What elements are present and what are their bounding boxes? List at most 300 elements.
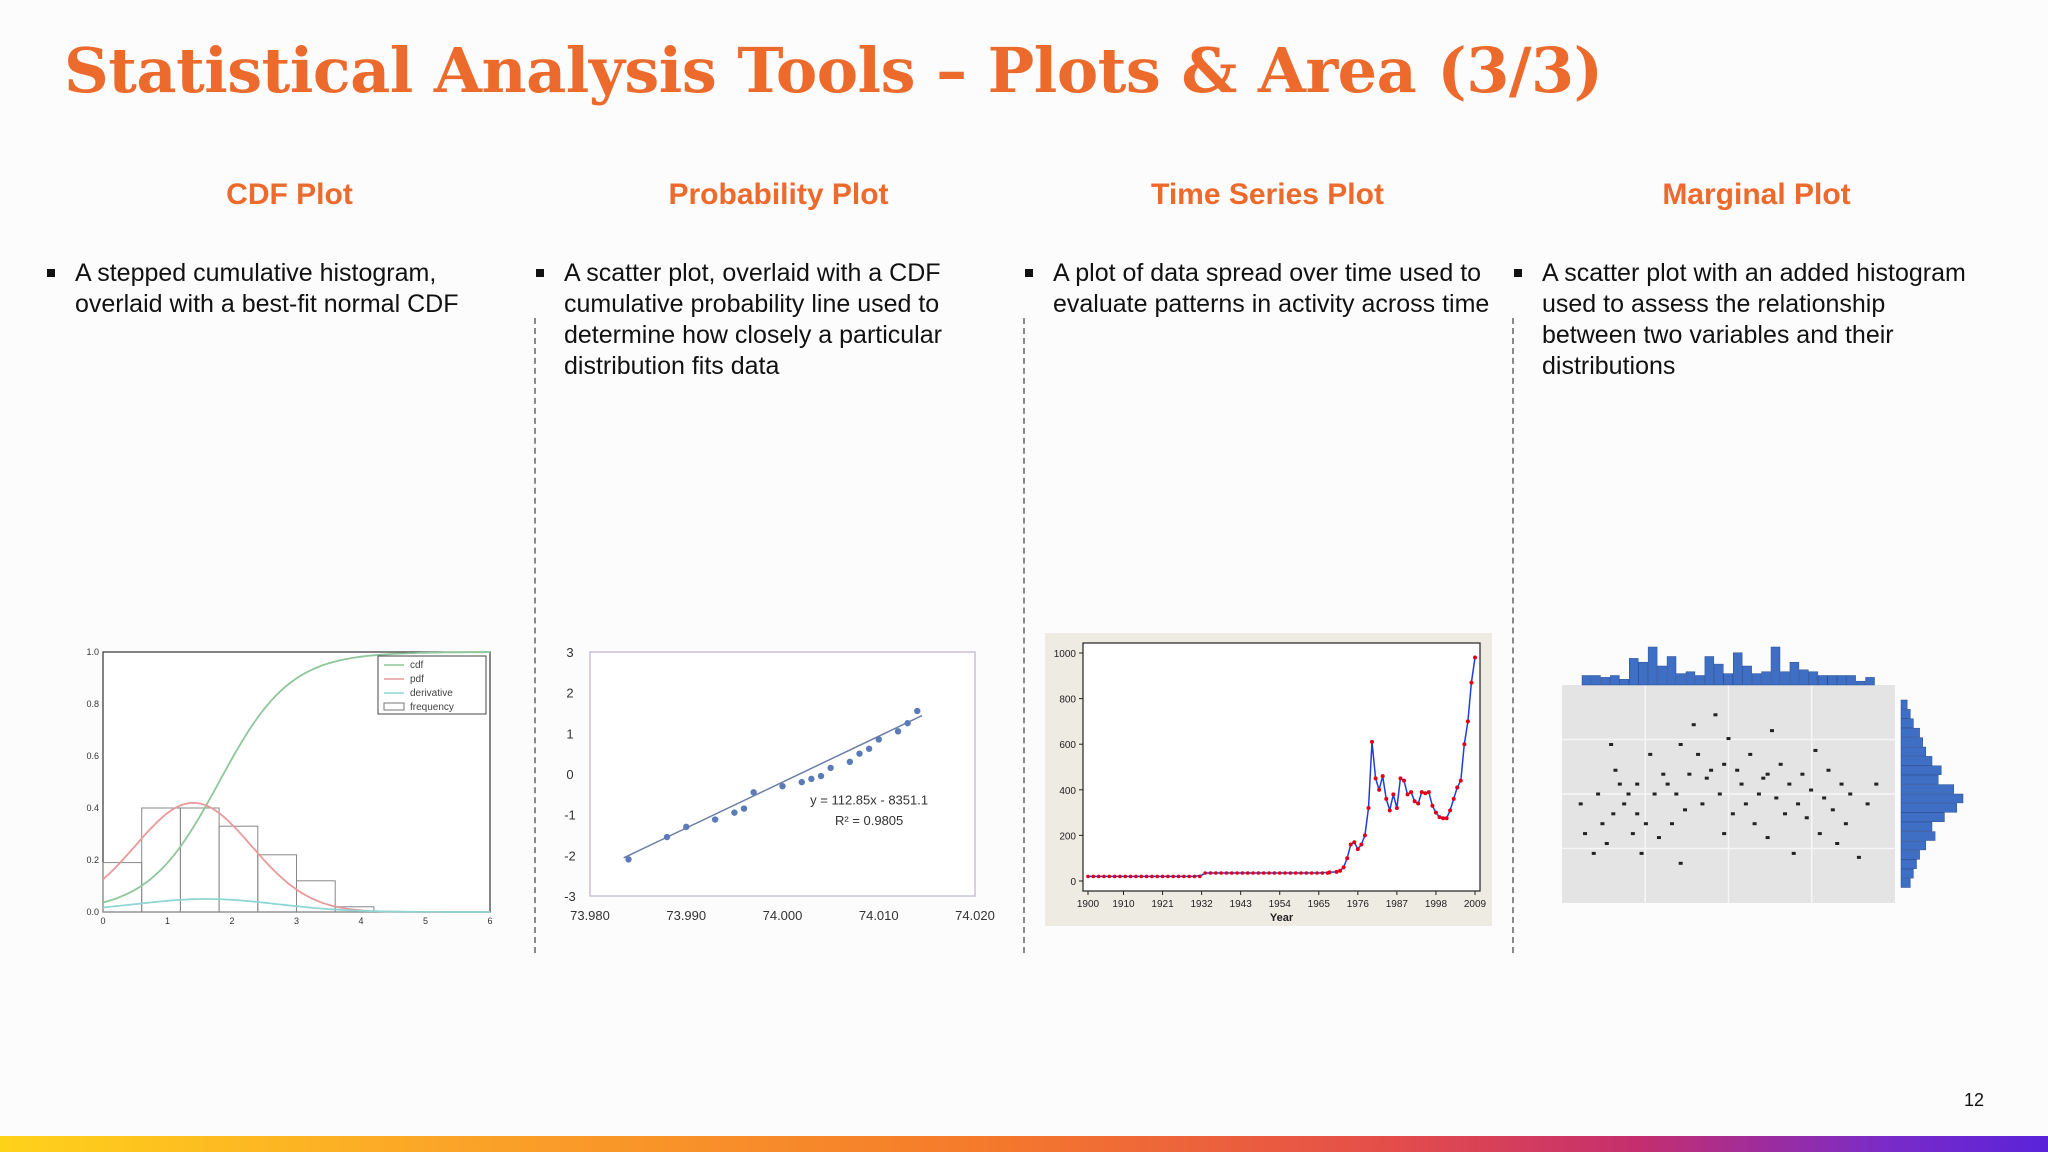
data-point bbox=[1670, 822, 1674, 825]
data-point bbox=[1722, 763, 1726, 766]
data-point bbox=[1770, 729, 1774, 732]
x-tick-label: 74.010 bbox=[858, 908, 899, 923]
y-tick-label: 0.8 bbox=[86, 699, 99, 709]
data-point bbox=[1648, 753, 1652, 756]
bullet-marker bbox=[536, 269, 544, 277]
data-point bbox=[847, 759, 853, 765]
x-tick-label: 1900 bbox=[1076, 899, 1100, 910]
x-tick-label: 1976 bbox=[1346, 899, 1369, 910]
y-tick-label: 0.4 bbox=[86, 803, 99, 813]
data-point bbox=[1740, 783, 1744, 786]
data-point bbox=[1757, 793, 1761, 796]
data-marker bbox=[1262, 871, 1266, 875]
data-point bbox=[1635, 783, 1639, 786]
data-marker bbox=[1430, 804, 1434, 808]
data-marker bbox=[1134, 875, 1138, 879]
data-point bbox=[1874, 783, 1878, 786]
right-histogram-bar bbox=[1901, 738, 1923, 747]
data-marker bbox=[1381, 774, 1385, 778]
data-point bbox=[1709, 769, 1713, 772]
data-marker bbox=[1413, 799, 1417, 803]
data-point bbox=[1618, 783, 1622, 786]
probability-chart-svg bbox=[550, 630, 1005, 930]
data-point bbox=[1822, 796, 1826, 799]
x-tick-label: 4 bbox=[358, 916, 364, 925]
top-histogram-bar bbox=[1799, 670, 1808, 685]
right-histogram-bar bbox=[1901, 756, 1932, 765]
data-marker bbox=[1299, 871, 1303, 875]
x-tick-label: 73.990 bbox=[666, 908, 707, 923]
top-histogram-bar bbox=[1752, 674, 1761, 685]
description-text: A stepped cumulative histogram, overlaid with a best-fit normal CDF bbox=[75, 259, 459, 318]
data-point bbox=[1783, 812, 1787, 815]
data-point bbox=[895, 728, 901, 734]
top-histogram-bar bbox=[1601, 677, 1610, 685]
data-marker bbox=[1423, 791, 1427, 795]
data-marker bbox=[1310, 871, 1314, 875]
data-point bbox=[1705, 777, 1709, 780]
data-point bbox=[1661, 773, 1665, 776]
footer-gradient-bar bbox=[0, 1136, 2048, 1152]
right-histogram-bar bbox=[1901, 822, 1932, 831]
right-histogram-bar bbox=[1901, 709, 1910, 718]
right-histogram-bar bbox=[1901, 775, 1938, 784]
data-marker bbox=[1230, 871, 1234, 875]
x-tick-label: 1943 bbox=[1229, 899, 1252, 910]
data-marker bbox=[1294, 871, 1298, 875]
data-point bbox=[1753, 822, 1757, 825]
data-marker bbox=[1273, 871, 1277, 875]
r-squared-label: R² = 0.9805 bbox=[834, 812, 904, 828]
data-point bbox=[856, 750, 862, 756]
x-tick-label: 5 bbox=[422, 916, 429, 925]
data-point bbox=[1779, 763, 1783, 766]
data-point bbox=[1674, 793, 1678, 796]
y-tick-label: 0.2 bbox=[86, 855, 99, 865]
data-marker bbox=[1338, 869, 1342, 873]
data-marker bbox=[1427, 790, 1431, 794]
data-point bbox=[1866, 802, 1870, 805]
data-point bbox=[1840, 783, 1844, 786]
data-point bbox=[1766, 773, 1770, 776]
data-point bbox=[1761, 777, 1765, 780]
data-marker bbox=[1251, 871, 1255, 875]
legend-label: derivative bbox=[410, 688, 453, 699]
data-point bbox=[712, 816, 718, 822]
right-histogram-bar bbox=[1901, 728, 1920, 737]
top-histogram-bar bbox=[1818, 676, 1827, 686]
data-marker bbox=[1327, 870, 1331, 874]
data-marker bbox=[1118, 875, 1122, 879]
right-histogram-bar bbox=[1901, 785, 1954, 794]
right-histogram-bar bbox=[1901, 803, 1957, 812]
data-marker bbox=[1441, 816, 1445, 820]
data-point bbox=[1831, 808, 1835, 811]
data-marker bbox=[1363, 833, 1367, 837]
data-marker bbox=[1257, 871, 1261, 875]
right-histogram-bar bbox=[1901, 813, 1944, 822]
column-divider bbox=[534, 318, 536, 953]
x-tick-label: 1954 bbox=[1268, 899, 1291, 910]
data-point bbox=[1579, 802, 1583, 805]
data-point bbox=[904, 720, 910, 726]
data-point bbox=[1766, 836, 1770, 839]
data-point bbox=[1583, 832, 1587, 835]
x-tick-label: 1921 bbox=[1151, 899, 1174, 910]
data-marker bbox=[1462, 742, 1466, 746]
y-tick-label: 800 bbox=[1059, 694, 1076, 706]
time-series-chart bbox=[1045, 633, 1492, 926]
top-histogram-bar bbox=[1591, 676, 1600, 686]
data-point bbox=[827, 765, 833, 771]
data-point bbox=[1748, 753, 1752, 756]
data-marker bbox=[1398, 776, 1402, 780]
probability-chart bbox=[550, 630, 1005, 930]
data-marker bbox=[1235, 871, 1239, 875]
y-tick-label: 1.0 bbox=[86, 647, 99, 657]
description-text: A scatter plot with an added histogram used to assess the relationship between two variables and their distributions bbox=[1542, 259, 1966, 380]
right-histogram-bar bbox=[1901, 860, 1917, 869]
data-point bbox=[1696, 753, 1700, 756]
data-marker bbox=[1335, 870, 1339, 874]
data-marker bbox=[1409, 790, 1413, 794]
y-tick-label: 0 bbox=[566, 767, 574, 782]
top-histogram-bar bbox=[1790, 662, 1799, 685]
x-tick-label: 0 bbox=[100, 916, 106, 925]
data-point bbox=[1844, 822, 1848, 825]
data-marker bbox=[1352, 840, 1356, 844]
data-marker bbox=[1267, 871, 1271, 875]
data-point bbox=[1666, 783, 1670, 786]
column-description bbox=[564, 258, 1004, 382]
column-heading: CDF Plot bbox=[226, 178, 353, 211]
data-point bbox=[876, 736, 882, 742]
cdf-chart-svg bbox=[75, 640, 495, 925]
data-marker bbox=[1466, 719, 1470, 723]
bullet-marker bbox=[47, 269, 55, 277]
data-point bbox=[1835, 842, 1839, 845]
top-histogram-bar bbox=[1762, 672, 1771, 685]
y-tick-label: -2 bbox=[564, 848, 576, 864]
data-point bbox=[799, 779, 805, 785]
data-point bbox=[1609, 743, 1613, 746]
y-tick-label: -3 bbox=[564, 889, 576, 904]
top-histogram-bar bbox=[1639, 662, 1648, 685]
data-point bbox=[1700, 802, 1704, 805]
data-point bbox=[914, 708, 920, 714]
data-point bbox=[1613, 769, 1617, 772]
cdf-chart bbox=[75, 640, 495, 925]
data-marker bbox=[1366, 806, 1370, 810]
plot-frame bbox=[590, 652, 975, 896]
data-marker bbox=[1305, 871, 1309, 875]
data-marker bbox=[1193, 875, 1197, 879]
data-marker bbox=[1395, 806, 1399, 810]
y-tick-label: 1000 bbox=[1053, 649, 1076, 660]
data-marker bbox=[1129, 875, 1133, 879]
data-point bbox=[664, 834, 670, 840]
x-tick-label: 1910 bbox=[1112, 899, 1135, 910]
column-heading: Probability Plot bbox=[668, 178, 889, 211]
data-point bbox=[1731, 812, 1735, 815]
data-marker bbox=[1370, 740, 1374, 744]
y-tick-label: 1 bbox=[566, 726, 574, 742]
column-description bbox=[1542, 258, 1982, 382]
data-point bbox=[1857, 856, 1861, 859]
data-point bbox=[1805, 816, 1809, 819]
column-heading: Marginal Plot bbox=[1662, 178, 1851, 211]
data-marker bbox=[1402, 779, 1406, 783]
top-histogram-bar bbox=[1582, 676, 1591, 686]
data-marker bbox=[1448, 808, 1452, 812]
data-marker bbox=[1203, 871, 1207, 875]
data-marker bbox=[1161, 875, 1165, 879]
data-marker bbox=[1377, 788, 1381, 792]
x-tick-label: 6 bbox=[487, 916, 493, 925]
bullet-marker bbox=[1025, 269, 1033, 277]
data-marker bbox=[1177, 875, 1181, 879]
x-tick-label: 2 bbox=[229, 916, 235, 925]
data-marker bbox=[1445, 816, 1449, 820]
data-point bbox=[1631, 832, 1635, 835]
data-point bbox=[1800, 773, 1804, 776]
data-marker bbox=[1452, 797, 1456, 801]
right-histogram-bar bbox=[1901, 766, 1941, 775]
data-marker bbox=[1219, 871, 1223, 875]
top-histogram-bar bbox=[1809, 672, 1818, 685]
data-point bbox=[1818, 832, 1822, 835]
column-description bbox=[75, 258, 515, 320]
data-marker bbox=[1198, 875, 1202, 879]
data-point bbox=[866, 746, 872, 752]
data-marker bbox=[1246, 871, 1250, 875]
data-point bbox=[1792, 852, 1796, 855]
top-histogram-bar bbox=[1724, 674, 1733, 685]
data-marker bbox=[1434, 811, 1438, 815]
data-point bbox=[741, 805, 747, 811]
data-marker bbox=[1356, 847, 1360, 851]
data-marker bbox=[1171, 875, 1175, 879]
data-point bbox=[1692, 723, 1696, 726]
top-histogram-bar bbox=[1733, 653, 1742, 685]
top-histogram-bar bbox=[1743, 666, 1752, 685]
data-marker bbox=[1459, 779, 1463, 783]
top-histogram-bar bbox=[1695, 676, 1704, 686]
x-tick-label: 73.980 bbox=[570, 908, 610, 923]
data-point bbox=[1611, 812, 1615, 815]
top-histogram-bar bbox=[1714, 664, 1723, 685]
column-divider bbox=[1023, 318, 1025, 953]
data-marker bbox=[1225, 871, 1229, 875]
data-marker bbox=[1241, 871, 1245, 875]
top-histogram-bar bbox=[1828, 676, 1837, 686]
top-histogram-bar bbox=[1648, 647, 1657, 685]
data-point bbox=[1653, 793, 1657, 796]
y-tick-label: 3 bbox=[566, 645, 574, 660]
column-heading: Time Series Plot bbox=[1151, 178, 1384, 211]
data-marker bbox=[1278, 871, 1282, 875]
equation-label: y = 112.85x - 8351.1 bbox=[810, 792, 929, 808]
top-histogram-bar bbox=[1705, 657, 1714, 686]
data-point bbox=[1644, 822, 1648, 825]
data-point bbox=[1848, 793, 1852, 796]
data-marker bbox=[1455, 786, 1459, 790]
data-point bbox=[818, 773, 824, 779]
data-marker bbox=[1374, 776, 1378, 780]
x-tick-label: 1 bbox=[164, 916, 171, 925]
data-marker bbox=[1150, 875, 1154, 879]
right-histogram-bar bbox=[1901, 700, 1907, 709]
data-point bbox=[1687, 773, 1691, 776]
legend-label: pdf bbox=[410, 674, 424, 685]
right-histogram-bar bbox=[1901, 832, 1935, 841]
data-point bbox=[1774, 796, 1778, 799]
right-histogram-bar bbox=[1901, 850, 1920, 859]
data-point bbox=[1796, 802, 1800, 805]
data-point bbox=[1735, 769, 1739, 772]
x-tick-label: 1987 bbox=[1385, 899, 1409, 910]
data-point bbox=[683, 824, 689, 830]
time-series-chart-svg bbox=[1045, 633, 1492, 926]
data-marker bbox=[1416, 801, 1420, 805]
data-marker bbox=[1289, 871, 1293, 875]
data-point bbox=[1596, 793, 1600, 796]
data-point bbox=[1605, 842, 1609, 845]
data-marker bbox=[1391, 792, 1395, 796]
y-tick-label: 400 bbox=[1059, 785, 1076, 797]
marginal-chart-svg bbox=[1540, 635, 1980, 925]
data-marker bbox=[1113, 875, 1117, 879]
data-marker bbox=[1102, 875, 1106, 879]
data-point bbox=[779, 783, 785, 789]
data-point bbox=[1813, 749, 1817, 752]
description-text: A plot of data spread over time used to evaluate patterns in activity across time bbox=[1053, 259, 1490, 318]
y-tick-label: 0.0 bbox=[86, 907, 99, 917]
x-tick-label: 2009 bbox=[1463, 899, 1487, 910]
data-marker bbox=[1097, 875, 1101, 879]
y-tick-label: 0.6 bbox=[86, 751, 99, 761]
data-point bbox=[750, 789, 756, 795]
top-histogram-bar bbox=[1620, 679, 1629, 685]
data-point bbox=[1809, 789, 1813, 792]
slide-title: Statistical Analysis Tools – Plots & Area (3/3) bbox=[64, 34, 1603, 107]
y-tick-label: 2 bbox=[566, 685, 574, 701]
right-histogram-bar bbox=[1901, 719, 1913, 728]
data-marker bbox=[1086, 875, 1090, 879]
data-marker bbox=[1155, 875, 1159, 879]
data-marker bbox=[1123, 875, 1127, 879]
data-marker bbox=[1388, 808, 1392, 812]
data-point bbox=[1679, 743, 1683, 746]
top-histogram-bar bbox=[1686, 672, 1695, 685]
data-marker bbox=[1473, 656, 1477, 660]
right-histogram-bar bbox=[1901, 747, 1926, 756]
data-marker bbox=[1406, 792, 1410, 796]
data-marker bbox=[1108, 875, 1112, 879]
top-histogram-bar bbox=[1837, 676, 1846, 686]
x-tick-label: 74.020 bbox=[955, 908, 995, 923]
data-point bbox=[1640, 852, 1644, 855]
right-histogram-bar bbox=[1901, 869, 1913, 878]
right-histogram-bar bbox=[1901, 841, 1926, 850]
data-marker bbox=[1349, 843, 1353, 847]
y-tick-label: 600 bbox=[1059, 740, 1076, 752]
top-histogram-bar bbox=[1610, 676, 1619, 686]
top-histogram-bar bbox=[1629, 658, 1638, 685]
data-marker bbox=[1187, 875, 1191, 879]
marginal-chart bbox=[1540, 635, 1980, 925]
x-tick-label: 74.000 bbox=[762, 908, 803, 923]
y-tick-label: -1 bbox=[564, 807, 576, 823]
top-histogram-bar bbox=[1667, 657, 1676, 686]
data-marker bbox=[1384, 797, 1388, 801]
data-point bbox=[1727, 737, 1731, 740]
data-marker bbox=[1182, 875, 1186, 879]
data-point bbox=[1622, 802, 1626, 805]
data-point bbox=[1722, 832, 1726, 835]
data-point bbox=[731, 809, 737, 815]
top-histogram-bar bbox=[1856, 681, 1865, 685]
bullet-marker bbox=[1514, 269, 1522, 277]
data-marker bbox=[1342, 865, 1346, 869]
data-point bbox=[1826, 769, 1830, 772]
data-point bbox=[1679, 862, 1683, 865]
legend-label: cdf bbox=[410, 660, 424, 671]
top-histogram-bar bbox=[1847, 676, 1856, 686]
top-histogram-bar bbox=[1658, 666, 1667, 685]
x-tick-label: 1932 bbox=[1190, 899, 1213, 910]
x-tick-label: 1965 bbox=[1307, 899, 1330, 910]
data-marker bbox=[1345, 856, 1349, 860]
data-point bbox=[1787, 783, 1791, 786]
plot-frame bbox=[1083, 643, 1480, 891]
data-point bbox=[1657, 836, 1661, 839]
data-point bbox=[1718, 793, 1722, 796]
top-histogram-bar bbox=[1771, 647, 1780, 685]
data-marker bbox=[1283, 871, 1287, 875]
y-tick-label: 0 bbox=[1070, 877, 1076, 888]
data-marker bbox=[1209, 871, 1213, 875]
data-point bbox=[808, 776, 814, 782]
page-number: 12 bbox=[1963, 1090, 1984, 1110]
data-marker bbox=[1145, 875, 1149, 879]
data-point bbox=[1592, 852, 1596, 855]
data-marker bbox=[1469, 681, 1473, 685]
legend-label: frequency bbox=[410, 702, 454, 713]
data-point bbox=[1713, 713, 1717, 716]
top-histogram-bar bbox=[1866, 677, 1875, 685]
data-marker bbox=[1315, 871, 1319, 875]
column-divider bbox=[1512, 318, 1514, 953]
data-point bbox=[625, 856, 631, 862]
x-tick-label: 1998 bbox=[1424, 899, 1448, 910]
right-histogram-bar bbox=[1901, 879, 1910, 888]
data-point bbox=[1635, 812, 1639, 815]
top-histogram-bar bbox=[1780, 672, 1789, 685]
data-point bbox=[1600, 822, 1604, 825]
data-point bbox=[1627, 793, 1631, 796]
x-axis-title: Year bbox=[1269, 912, 1294, 924]
x-tick-label: 3 bbox=[293, 916, 300, 925]
data-marker bbox=[1092, 875, 1096, 879]
data-marker bbox=[1214, 871, 1218, 875]
description-text: A scatter plot, overlaid with a CDF cumulative probability line used to determine how closely a particular distribution fits data bbox=[564, 259, 942, 380]
data-marker bbox=[1166, 875, 1170, 879]
right-histogram-bar bbox=[1901, 794, 1963, 803]
data-marker bbox=[1420, 790, 1424, 794]
y-tick-label: 200 bbox=[1059, 831, 1076, 843]
column-description bbox=[1053, 258, 1493, 320]
